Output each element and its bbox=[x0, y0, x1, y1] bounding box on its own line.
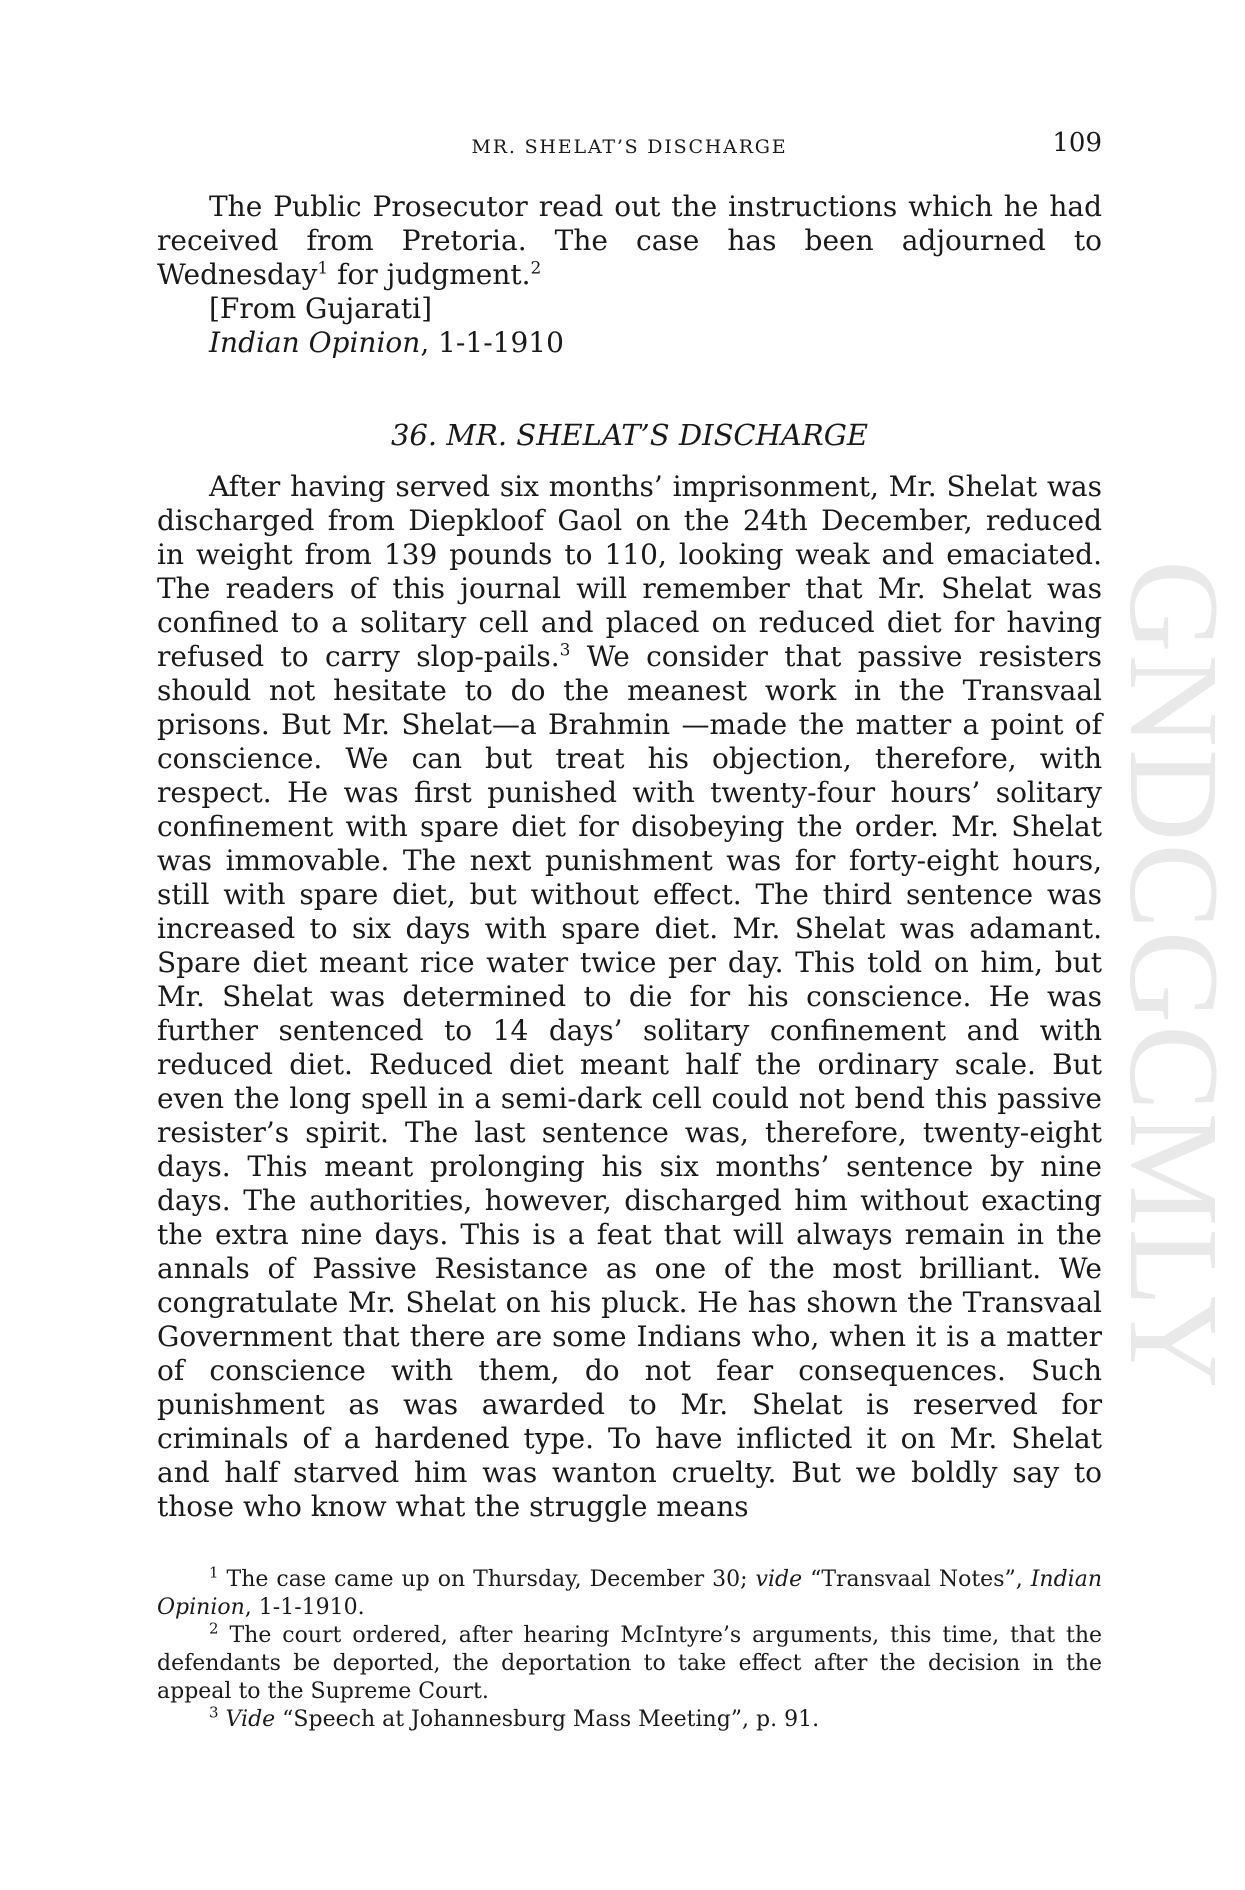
footnote-ref-3: 3 bbox=[559, 640, 571, 661]
article-body bbox=[157, 470, 1102, 1524]
source-line: [From Gujarati] bbox=[209, 292, 433, 325]
footnote-ref-2: 2 bbox=[530, 258, 542, 279]
previous-article-paragraph bbox=[157, 190, 1102, 292]
footnote-ref-1: 1 bbox=[317, 258, 329, 279]
footnote-1-mark: 1 bbox=[209, 1563, 219, 1582]
watermark: GNDCGCMLY bbox=[1103, 560, 1245, 1391]
citation-date: , 1-1-1910 bbox=[420, 326, 564, 359]
footnote-1 bbox=[157, 1563, 1102, 1622]
footnote-1-date: , 1-1-1910. bbox=[244, 1595, 365, 1620]
running-title: MR. SHELAT’S DISCHARGE bbox=[471, 136, 788, 158]
footnote-3-vide: Vide bbox=[225, 1707, 276, 1732]
footnote-2-text: The court ordered, after hearing McIntyre’s arguments, this time, that the defendants be deported, the deportation to take effect after the decision in the appeal to the Supreme Court. bbox=[157, 1623, 1103, 1704]
citation bbox=[157, 326, 1102, 360]
footnote-1-reference: “Transvaal Notes”, bbox=[802, 1567, 1031, 1592]
previous-paragraph-text-end: for judgment. bbox=[328, 258, 531, 291]
article-body-text-continued: We consider that passive resisters should not hesitate to do the meanest work in the Transvaal prisons. But Mr. Shelat—a Brahmin —made the matter a point of conscience. We can but treat his objection, therefore, with respect. He was first punished with twenty-four hours’ solitary confinement with spare diet for disobeying the order. Mr. Shelat was immovable. The next punishment was for forty-eight hours, still with spare diet, but without effect. The third sentence was increased to six days with spare diet. Mr. Shelat was adamant. Spare diet meant rice water twice per day. This told on him, but Mr. Shelat was determined to die for his conscience. He was further sentenced to 14 days’ solitary confinement and with reduced diet. Reduced diet meant half the ordinary scale. But even the long spell in a semi-dark cell could not bend this passive resister’s spirit. The last sentence was, therefore, twenty-eight days. This meant prolonging his six months’ sentence by nine days. The authorities, however, discharged him without exacting the extra nine days. This is a feat that will always remain in the annals of Passive Resistance as one of the most brilliant. We congratulate Mr. Shelat on his pluck. He has shown the Transvaal Government that there are some Indians who, when it is a matter of conscience with them, do not fear consequences. Such punishment as was awarded to Mr. Shelat is reserved for criminals of a hardened type. To have inflicted it on Mr. Shelat and half starved him was wanton cruelty. But we boldly say to those who know what the struggle means bbox=[157, 640, 1102, 1523]
footnote-2-mark: 2 bbox=[209, 1619, 219, 1638]
page-content bbox=[157, 128, 1102, 1734]
citation-publication: Indian Opinion bbox=[209, 326, 421, 359]
footnote-3-mark: 3 bbox=[209, 1703, 219, 1722]
footnote-1-text: The case came up on Thursday, December 30; bbox=[226, 1567, 756, 1592]
footnote-3-text: “Speech at Johannesburg Mass Meeting”, p. 91. bbox=[275, 1707, 820, 1732]
footnotes bbox=[157, 1563, 1103, 1734]
footnote-2 bbox=[157, 1619, 1103, 1706]
footnote-1-publication: Indian Opinion bbox=[157, 1567, 1102, 1620]
page-number: 109 bbox=[1052, 128, 1102, 158]
previous-paragraph-text: The Public Prosecutor read out the instructions which he had received from Pretoria. The case has been adjourned to Wednesday bbox=[157, 190, 1102, 291]
footnote-3 bbox=[157, 1703, 1102, 1734]
running-head bbox=[157, 128, 1102, 168]
article-body-text: After having served six months’ imprisonment, Mr. Shelat was discharged from Diepkloof Gaol on the 24th December, reduced in weight from 139 pounds to 110, looking weak and emaciated. The readers of this journal will remember that Mr. Shelat was confined to a solitary cell and placed on reduced diet for having refused to carry slop-pails. bbox=[157, 470, 1102, 673]
article-heading: 36. MR. SHELAT’S DISCHARGE bbox=[390, 418, 869, 452]
footnote-1-vide: vide bbox=[755, 1567, 803, 1592]
